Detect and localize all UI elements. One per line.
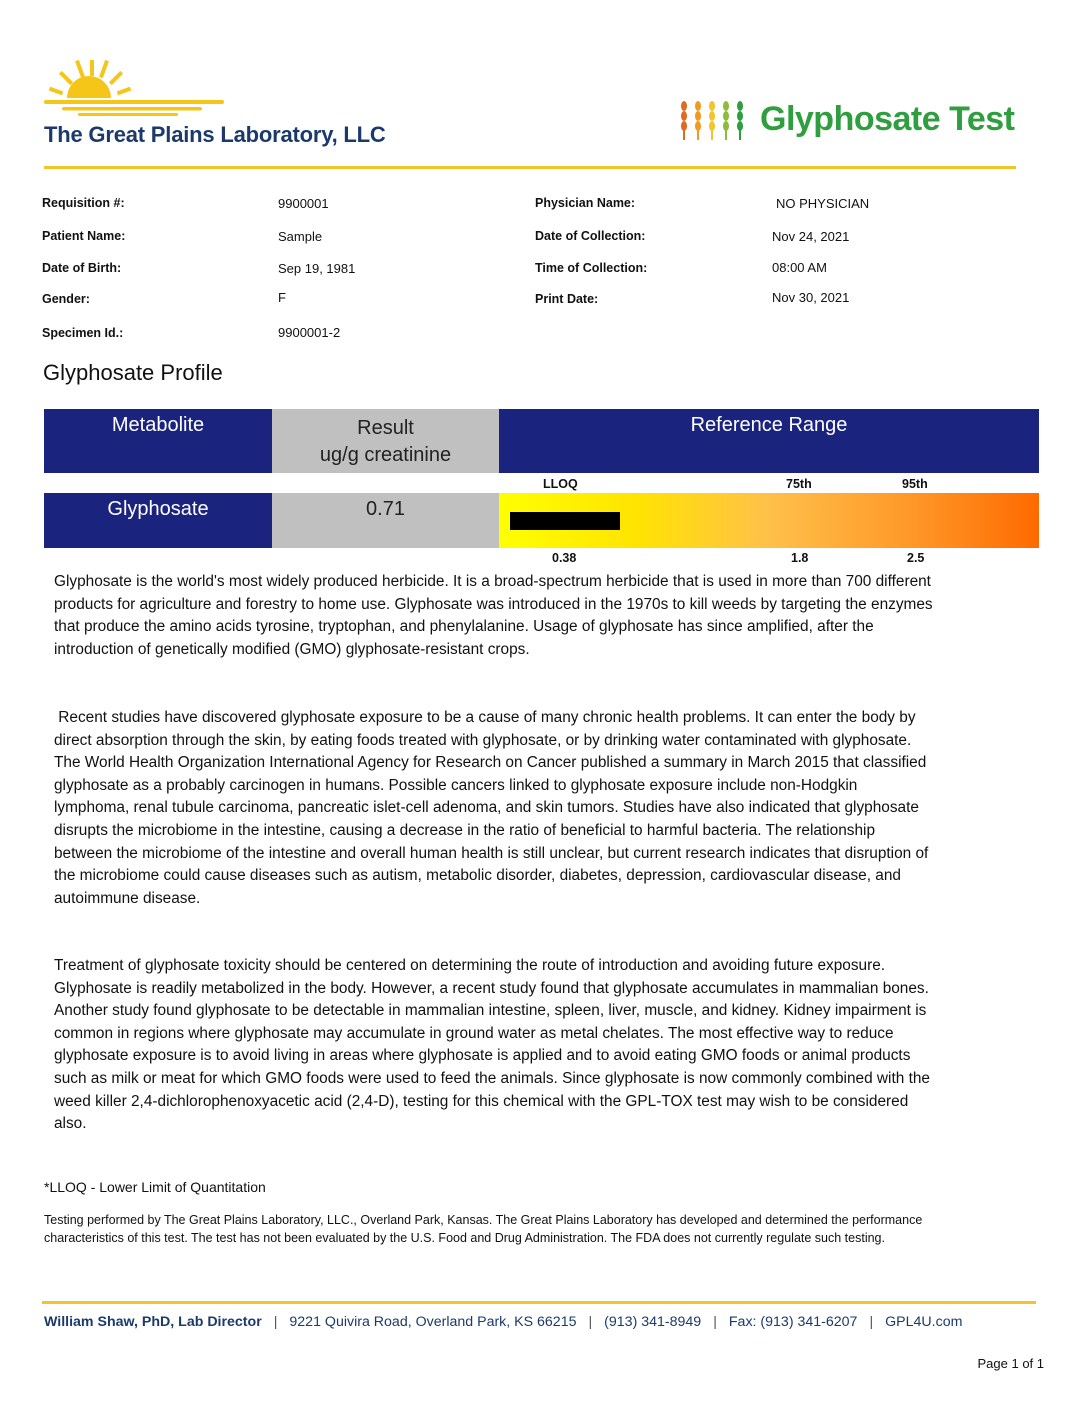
footer-director: William Shaw, PhD, Lab Director bbox=[44, 1314, 262, 1330]
physician-label: Physician Name: bbox=[535, 196, 636, 210]
print-date-label: Print Date: bbox=[535, 292, 599, 306]
collection-time-value: 08:00 AM bbox=[772, 260, 827, 275]
footer-divider bbox=[42, 1301, 1036, 1304]
collection-date-value: Nov 24, 2021 bbox=[772, 229, 850, 244]
footer-website[interactable]: GPL4U.com bbox=[885, 1314, 963, 1330]
paragraph-health: Recent studies have discovered glyphosate exposure to be a cause of many chronic health problems. It can enter the body by direct absorption through the skin, by eating foods treated with glyphosate, or by drinking water contaminated with glyphosate. The World Health Organization International Agency for Research on Cancer published a summary in March 2015 that classified glyphosate as a probably carcinogen in humans. Possible cancers linked to glyphosate exposure include non-Hodgkin lymphoma, renal tubule carcinoma, pancreatic islet-cell adenoma, and skin tumors. Studies have also indicated that glyphosate disrupts the microbiome in the intestine, causing a decrease in the ratio of beneficial to harmful bacteria. The relationship between the microbiome of the intestine and overall human health is still unclear, but current research indicates that disruption of the microbiome could cause diseases such as autism, metabolic disorder, diabetes, depression, cardiovascular disease, and autoimmune disease. bbox=[54, 709, 933, 907]
p75-marker-label: 75th bbox=[786, 477, 812, 491]
reference-range-header: Reference Range bbox=[499, 409, 1039, 473]
requisition-label: Requisition #: bbox=[42, 196, 125, 210]
result-header-line2: ug/g creatinine bbox=[319, 444, 452, 466]
dob-value: Sep 19, 1981 bbox=[278, 261, 356, 276]
wheat-icon bbox=[676, 100, 752, 140]
lloq-marker-label: LLOQ bbox=[543, 477, 578, 491]
footer-phone: (913) 341-8949 bbox=[604, 1314, 702, 1330]
result-cell bbox=[272, 493, 499, 548]
footer-address: 9221 Quivira Road, Overland Park, KS 66215 bbox=[289, 1314, 577, 1330]
lab-name: The Great Plains Laboratory, LLC bbox=[44, 122, 386, 147]
paragraph-intro: Glyphosate is the world's most widely produced herbicide. It is a broad-spectrum herbicide that is used in more than 700 different products for agriculture and forestry to home use. Glyphosate was introduced in the 1970s to kill weeds by targeting the enzymes that produce the amino acids tyrosine, tryptophan, and phenylalanine. Usage of glyphosate has since amplified, after the introduction of genetically modified (GMO) glyphosate-resistant crops. bbox=[54, 573, 933, 658]
footer-fax: Fax: (913) 341-6207 bbox=[728, 1314, 858, 1330]
section-title: Glyphosate Profile bbox=[43, 360, 223, 385]
result-value: 0.71 bbox=[366, 498, 405, 520]
collection-date-label: Date of Collection: bbox=[535, 229, 646, 243]
result-header bbox=[272, 409, 499, 473]
p95-value: 2.5 bbox=[907, 551, 925, 565]
lloq-note: *LLOQ - Lower Limit of Quantitation bbox=[44, 1179, 266, 1195]
specimen-label: Specimen Id.: bbox=[42, 326, 124, 340]
result-bar bbox=[510, 512, 620, 530]
gender-value: F bbox=[278, 290, 286, 305]
result-header-line1: Result bbox=[357, 417, 414, 439]
p75-value: 1.8 bbox=[791, 551, 809, 565]
header-divider bbox=[44, 166, 1016, 169]
paragraph-treatment: Treatment of glyphosate toxicity should be centered on determining the route of introduction and avoiding future exposure. Glyphosate is readily metabolized in the body. However, a recent study found that glyphosate accumulates in mammalian bones. Another study found glyphosate to be detectable in mammalian intestine, spleen, liver, muscle, and kidney. Kidney impairment is common in regions where glyphosate may accumulate in ground water as metal chelates. The most effective way to reduce glyphosate exposure is to avoid living in areas where glyphosate is applied and to avoid eating GMO foods or animal products such as milk or meat for which GMO foods were used to feed the animals. Since glyphosate is now commonly combined with the weed killer 2,4-dichlorophenoxyacetic acid (2,4-D), testing for this chemical with the GPL-TOX test may wish to be considered also. bbox=[54, 957, 930, 1133]
requisition-value: 9900001 bbox=[278, 196, 329, 211]
specimen-value: 9900001-2 bbox=[278, 325, 341, 340]
gender-label: Gender: bbox=[42, 292, 90, 306]
footer: William Shaw, PhD, Lab Director | 9221 Quivira Road, Overland Park, KS 66215 | (913) 341-8949 | Fax: (913) 341-6207 | GPL4U.com bbox=[44, 1314, 963, 1330]
patient-name-value: Sample bbox=[278, 229, 323, 244]
test-title: Glyphosate Test bbox=[760, 100, 1015, 138]
lloq-value: 0.38 bbox=[552, 551, 577, 565]
patient-name-label: Patient Name: bbox=[42, 229, 126, 243]
metabolite-cell: Glyphosate bbox=[44, 493, 272, 548]
collection-time-label: Time of Collection: bbox=[535, 261, 648, 275]
disclaimer: Testing performed by The Great Plains Laboratory, LLC., Overland Park, Kansas. The Great Plains Laboratory has developed and determined the performance characteristics of this test. The test has not been evaluated by the U.S. Food and Drug Administration. The FDA does not currently regulate such testing. bbox=[44, 1213, 923, 1245]
sun-logo-icon bbox=[42, 60, 232, 122]
page-number: Page 1 of 1 bbox=[977, 1356, 1044, 1371]
metabolite-header: Metabolite bbox=[44, 409, 272, 473]
physician-value: NO PHYSICIAN bbox=[776, 196, 870, 211]
dob-label: Date of Birth: bbox=[42, 261, 122, 275]
print-date-value: Nov 30, 2021 bbox=[772, 290, 850, 305]
p95-marker-label: 95th bbox=[902, 477, 928, 491]
